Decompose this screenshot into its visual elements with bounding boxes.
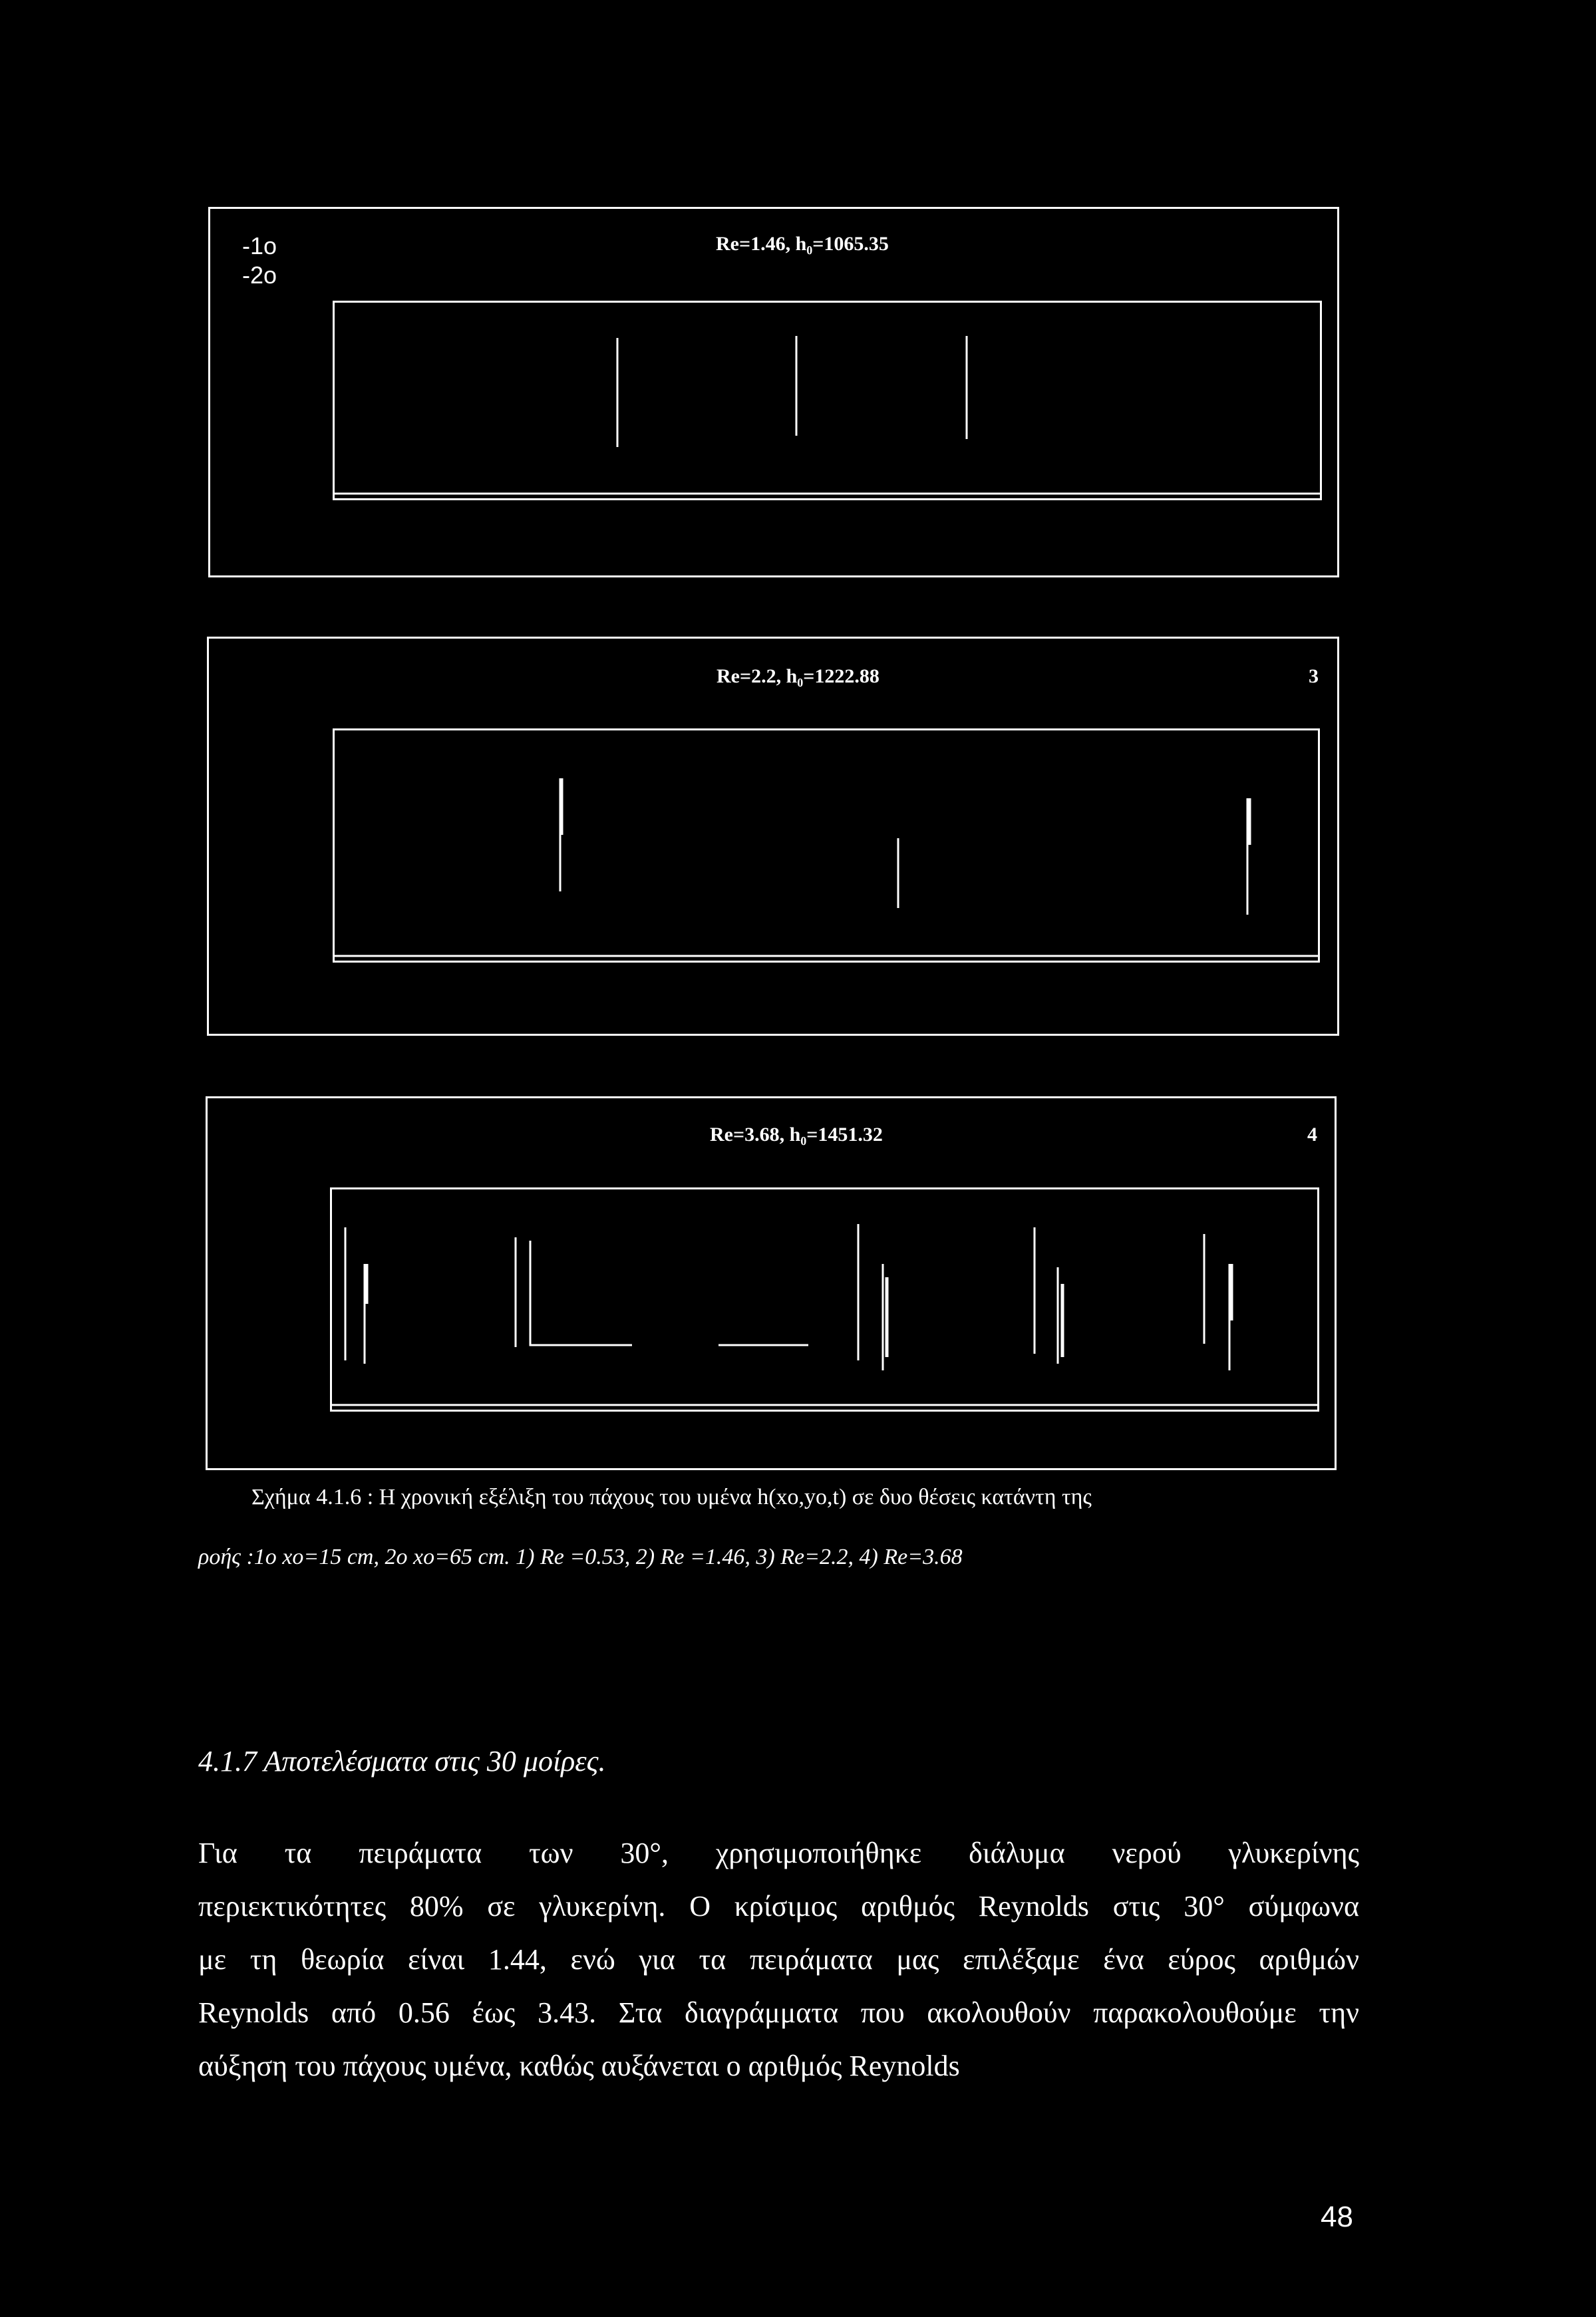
- panel-title: Re=3.68, h₀=1451.32: [710, 1124, 883, 1146]
- paragraph-line: με τη θεωρία είναι 1.44, ενώ για τα πειράματα μας επιλέξαμε ένα εύρος αριθμών: [198, 1943, 1359, 1976]
- panel-number: 4: [1307, 1124, 1317, 1146]
- panel-title: Re=1.46, h₀=1065.35: [716, 233, 889, 255]
- paragraph-line: Για τα πειράματα των 30°, χρησιμοποιήθηκε διάλυμα νερού γλυκερίνης: [198, 1837, 1359, 1869]
- paragraph-line: περιεκτικότητες 80% σε γλυκερίνη. Ο κρίσιμος αριθμός Reynolds στις 30° σύμφωνα: [198, 1890, 1359, 1923]
- figure-caption-line-1: Σχήμα 4.1.6 : Η χρονική εξέλιξη του πάχους του υμένα h(xo,yo,t) σε δυο θέσεις κατάντη της: [251, 1485, 1092, 1509]
- paragraph-line: αύξηση του πάχους υμένα, καθώς αυξάνεται ο αριθμός Reynolds: [198, 2050, 960, 2082]
- legend-entry-1o: -1o: [242, 232, 277, 259]
- panel-number: 3: [1309, 665, 1319, 687]
- panel-title: Re=2.2, h₀=1222.88: [717, 665, 879, 687]
- figure-caption-line-2: ροής :1o xo=15 cm, 2o xo=65 cm. 1) Re =0.53, 2) Re =1.46, 3) Re=2.2, 4) Re=3.68: [198, 1545, 963, 1569]
- paragraph-line: Reynolds από 0.56 έως 3.43. Στα διαγράμματα που ακολουθούν παρακολουθούμε την: [198, 1996, 1359, 2029]
- section-heading: 4.1.7 Αποτελέσματα στις 30 μοίρες.: [198, 1745, 606, 1777]
- trace-step: [530, 1241, 632, 1345]
- page-number: 48: [1321, 2201, 1353, 2233]
- legend-entry-2o: -2o: [242, 261, 277, 289]
